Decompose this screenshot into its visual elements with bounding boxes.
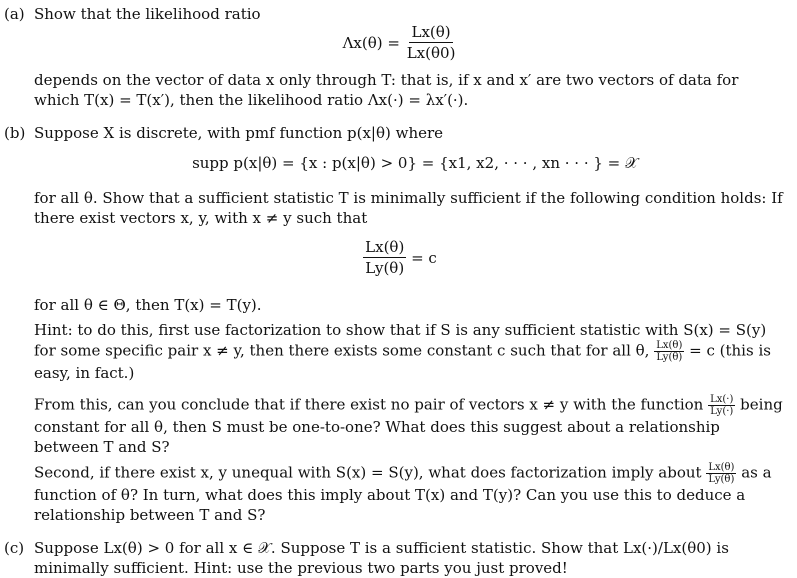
hint-2-part-b: being constant for all θ, then S must be one-to-one? What does this suggest about a relationship between T and S? — [34, 395, 783, 456]
hint-1-denominator: Ly(θ) — [656, 352, 683, 363]
hint-3-denominator: Ly(θ) — [708, 474, 735, 485]
ratio-xy-fraction — [363, 237, 406, 278]
hint-2-text — [34, 394, 786, 457]
hint-1-numerator: Lx(θ) — [656, 340, 683, 351]
hint-3-fraction — [706, 462, 736, 485]
part-b-label: (b) — [4, 124, 26, 142]
ratio-fraction — [405, 22, 458, 63]
hint-1-part-b: = c (this is easy, in fact.) — [34, 341, 771, 382]
hint-2-denominator: Ly(·) — [710, 406, 734, 417]
ratio-denominator: Lx(θ0) — [406, 44, 456, 62]
hint-2-part-a: From this, can you conclude that if there exist no pair of vectors x ≠ y with the function — [34, 395, 704, 414]
part-a-ratio-equation — [300, 22, 500, 68]
part-b-condition-text: for all θ. Show that a sufficient statistic T is minimally sufficient if the following condition holds: If there exist vectors x, y, with x ≠ y such that — [34, 189, 783, 227]
part-c-text: Suppose Lx(θ) > 0 for all x ∈ 𝒳. Suppose T is a sufficient statistic. Show that Lx(·)/Lx(θ0) is minimally sufficient. Hint: use the previous two parts you just proved! — [34, 539, 729, 577]
ratio-xy-denominator: Ly(θ) — [365, 259, 405, 277]
hint-1-part-a: Hint: to do this, first use factorization to show that if S is any sufficient statistic with S(x) = S(y) for some specific pair x ≠ y, then there exists some constant c such that for all θ, — [34, 321, 767, 360]
hint-3-text — [34, 462, 786, 525]
ratio-xy-rhs: = c — [411, 248, 437, 267]
part-a-body-text: depends on the vector of data x only through T: that is, if x and x′ are two vectors of data for which T(x) = T(x′), then the likelihood ratio Λx(·) = λx′(·). — [34, 71, 739, 109]
ratio-xy-numerator: Lx(θ) — [365, 238, 405, 256]
hint-1-text — [34, 320, 786, 383]
hint-3-numerator: Lx(θ) — [708, 462, 735, 473]
support-equation: supp p(x|θ) = {x : p(x|θ) > 0} = {x1, x2, · · · , xn · · · } = 𝒳 — [192, 154, 638, 172]
part-a-label: (a) — [4, 5, 25, 23]
hint-1-fraction — [654, 340, 684, 363]
ratio-lhs: Λx(θ) = — [342, 33, 400, 52]
part-b-then-text: for all θ ∈ Θ, then T(x) = T(y). — [34, 296, 262, 314]
part-b-intro: Suppose X is discrete, with pmf function p(x|θ) where — [34, 124, 444, 142]
hint-3-part-a: Second, if there exist x, y unequal with S(x) = S(y), what does factorization imply about — [34, 463, 702, 482]
part-a-intro: Show that the likelihood ratio — [34, 5, 261, 23]
ratio-constant-equation — [340, 237, 460, 283]
part-c-label: (c) — [4, 539, 25, 557]
hint-2-fraction — [708, 394, 735, 417]
ratio-numerator: Lx(θ) — [411, 23, 451, 41]
hint-2-numerator: Lx(·) — [710, 394, 734, 405]
hint-3-part-b: as a function of θ? In turn, what does this imply about T(x) and T(y)? Can you use this to deduce a relationship between T and S? — [34, 463, 772, 524]
